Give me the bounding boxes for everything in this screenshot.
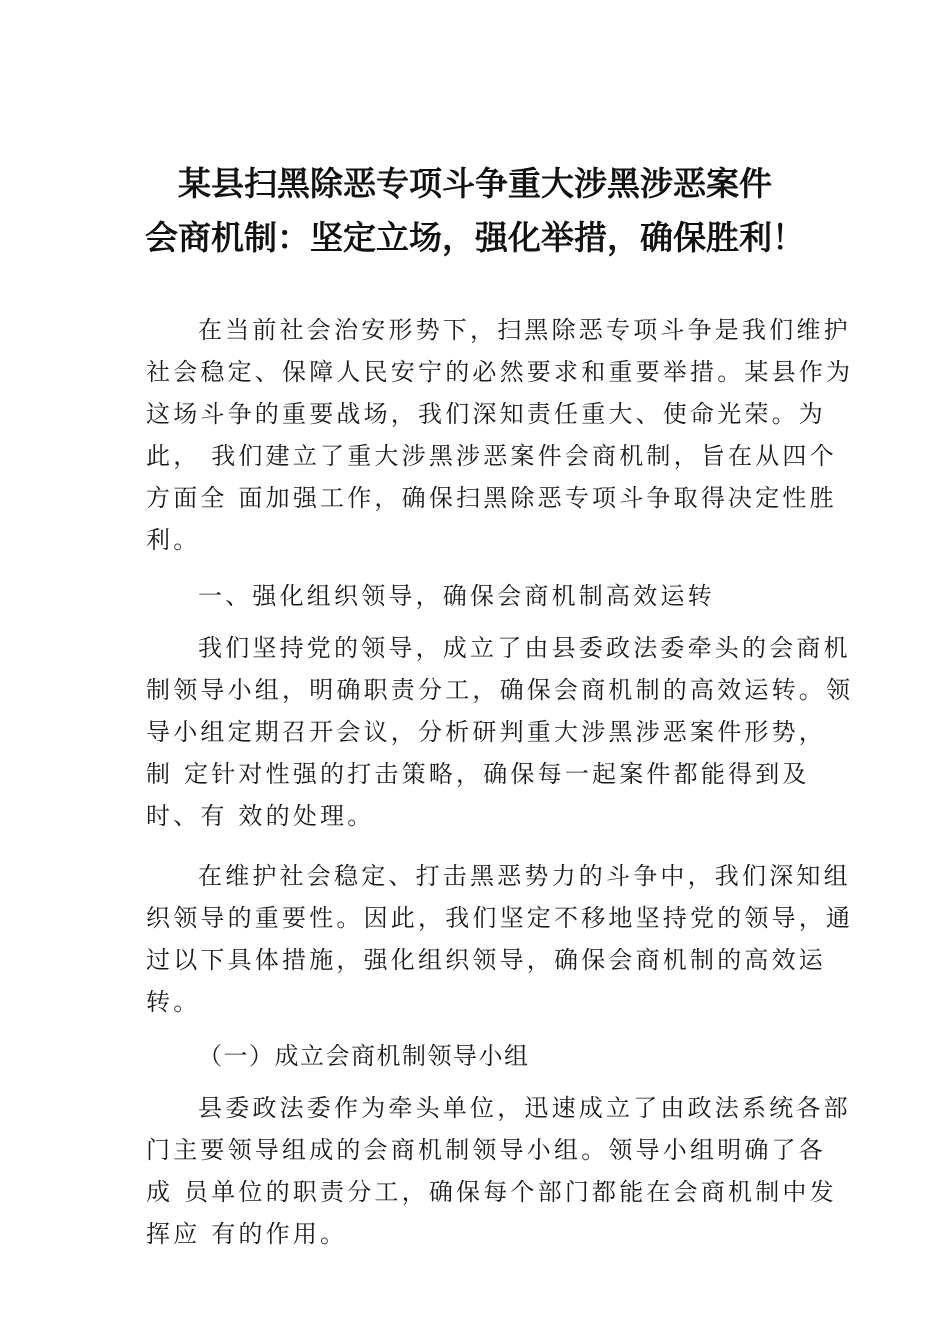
- document-title-line-1: 某县扫黑除恶专项斗争重大涉黑涉恶案件: [178, 164, 772, 203]
- paragraph-line: 在当前社会治安形势下，扫黑除恶专项斗争是我们维护: [198, 316, 851, 344]
- document-title-line-2: 会商机制：坚定立场，强化举措，确保胜利！: [145, 218, 805, 257]
- paragraph-line: 社会稳定、保障人民安宁的必然要求和重要举措。某县作为: [146, 358, 854, 386]
- paragraph-line: 方面全 面加强工作，确保扫黑除恶专项斗争取得决定性胜: [146, 484, 837, 512]
- paragraph-line: 转。: [146, 988, 201, 1016]
- paragraph-line: 制领导小组，明确职责分工，确保会商机制的高效运转。领: [146, 676, 854, 704]
- paragraph-line: 这场斗争的重要战场，我们深知责任重大、使命光荣。为: [146, 400, 826, 428]
- paragraph-line: 在维护社会稳定、打击黑恶势力的斗争中，我们深知组: [198, 862, 851, 890]
- paragraph-line: 制 定针对性强的打击策略，确保每一起案件都能得到及: [146, 760, 810, 788]
- paragraph-line: 县委政法委作为牵头单位，迅速成立了由政法系统各部: [198, 1094, 851, 1122]
- paragraph-line: 挥应 有的作用。: [146, 1220, 348, 1248]
- paragraph-line: 时、有 效的处理。: [146, 802, 375, 830]
- paragraph-line: 过以下具体措施，强化组织领导，确保会商机制的高效运: [146, 946, 826, 974]
- section-heading: 一、强化组织领导，确保会商机制高效运转: [198, 582, 715, 610]
- subsection-heading: （一）成立会商机制领导小组: [198, 1042, 530, 1070]
- paragraph-line: 我们坚持党的领导，成立了由县委政法委牵头的会商机: [198, 634, 851, 662]
- paragraph-line: 门主要领导组成的会商机制领导小组。领导小组明确了各: [146, 1136, 826, 1164]
- paragraph-line: 此， 我们建立了重大涉黑涉恶案件会商机制，旨在从四个: [146, 442, 837, 470]
- paragraph-line: 织领导的重要性。因此，我们坚定不移地坚持党的领导，通: [146, 904, 854, 932]
- paragraph-line: 导小组定期召开会议，分析研判重大涉黑涉恶案件形势，: [146, 718, 826, 746]
- paragraph-line: 成 员单位的职责分工，确保每个部门都能在会商机制中发: [146, 1178, 837, 1206]
- paragraph-line: 利。: [146, 526, 201, 554]
